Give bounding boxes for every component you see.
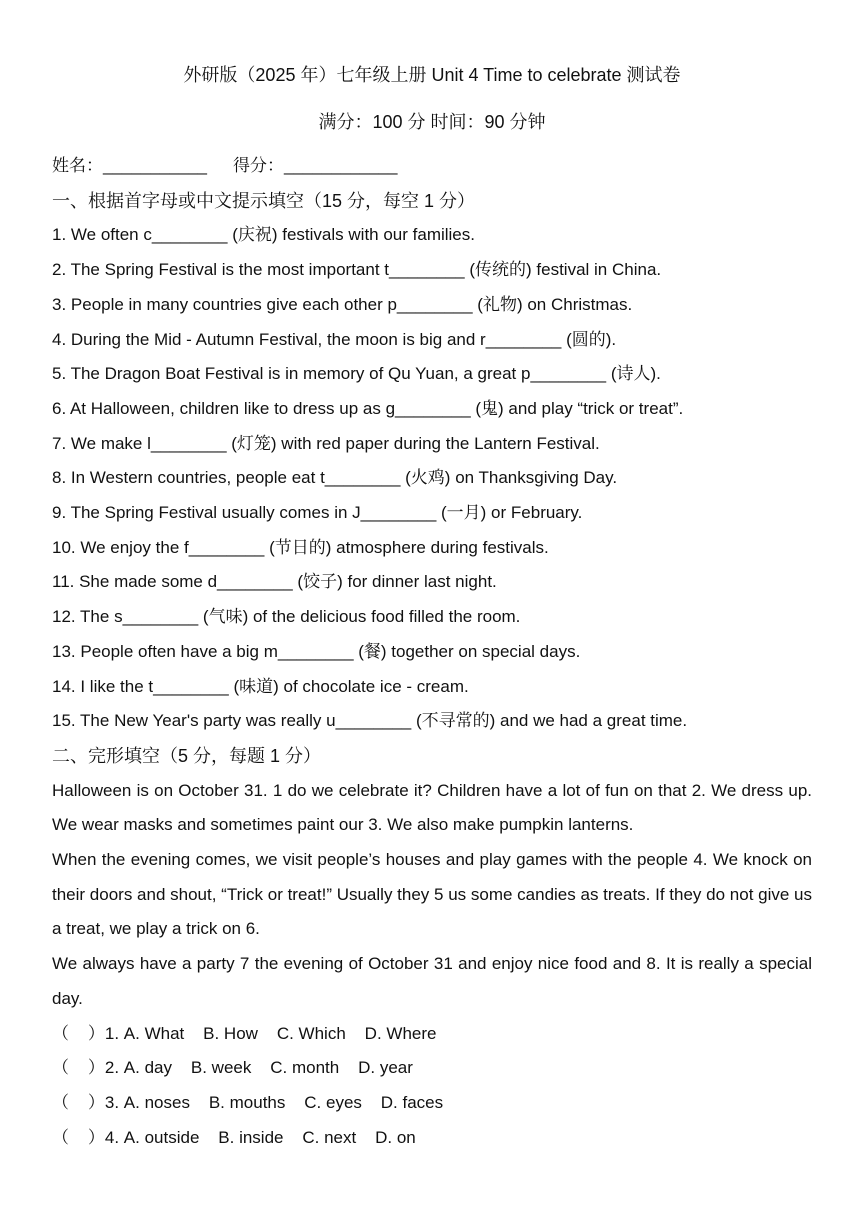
choice-question: （ ）2. A. day B. week C. month D. year xyxy=(52,1058,413,1078)
passage-paragraph: We always have a party 7 the evening of October 31 and enjoy nice food and 8. It is really a special day. xyxy=(52,954,812,1008)
passage-paragraph: Halloween is on October 31. 1 do we celebrate it? Children have a lot of fun on that 2. We dress up. We wear masks and sometimes paint our 3. We also make pumpkin lanterns. xyxy=(52,780,812,835)
choice-question: （ ）4. A. outside B. inside C. next D. on xyxy=(52,1127,416,1147)
section-1-heading: 一、根据首字母或中文提示填空（15 分，每空 1 分） xyxy=(52,190,476,211)
section-1-items xyxy=(52,218,812,739)
student-info-row xyxy=(52,149,812,184)
question-item: 6. At Halloween, children like to dress up as g________ (鬼) and play “trick or treat”. xyxy=(52,398,684,418)
question-item: 7. We make l________ (灯笼) with red paper during the Lantern Festival. xyxy=(52,433,600,453)
cloze-questions xyxy=(52,1017,812,1156)
question-item: 5. The Dragon Boat Festival is in memory of Qu Yuan, a great p________ (诗人). xyxy=(52,364,661,384)
score-time-line: 满分：100 分 时间：90 分钟 xyxy=(318,112,546,132)
name-field-label: 姓名：___________ xyxy=(52,156,208,175)
question-item: 13. People often have a big m________ (餐) together on special days. xyxy=(52,641,581,661)
question-item: 1. We often c________ (庆祝) festivals with our families. xyxy=(52,225,475,245)
question-item: 10. We enjoy the f________ (节日的) atmosphere during festivals. xyxy=(52,537,549,557)
question-item: 11. She made some d________ (饺子) for dinner last night. xyxy=(52,572,497,592)
question-item: 8. In Western countries, people eat t________ (火鸡) on Thanksgiving Day. xyxy=(52,468,618,488)
cloze-passage xyxy=(52,774,812,1017)
question-item: 4. During the Mid - Autumn Festival, the moon is big and r________ (圆的). xyxy=(52,329,617,349)
question-item: 14. I like the t________ (味道) of chocolate ice - cream. xyxy=(52,676,469,696)
section-2-heading: 二、完形填空（5 分，每题 1 分） xyxy=(52,745,322,766)
question-item: 9. The Spring Festival usually comes in J________ (一月) or February. xyxy=(52,503,583,523)
score-field-label: 得分：____________ xyxy=(233,156,398,175)
question-item: 3. People in many countries give each other p________ (礼物) on Christmas. xyxy=(52,294,633,314)
question-item: 15. The New Year's party was really u________ (不寻常的) and we had a great time. xyxy=(52,711,688,731)
choice-question: （ ）3. A. noses B. mouths C. eyes D. faces xyxy=(52,1092,444,1112)
question-item: 12. The s________ (气味) of the delicious food filled the room. xyxy=(52,607,521,627)
passage-paragraph: When the evening comes, we visit people’s houses and play games with the people 4. We knock on their doors and shout, “Trick or treat!” Usually they 5 us some candies as treats. If they do not give us a treat, we play a trick on 6. xyxy=(52,850,813,939)
choice-question: （ ）1. A. What B. How C. Which D. Where xyxy=(52,1023,437,1043)
exam-title: 外研版（2025 年）七年级上册 Unit 4 Time to celebrate 测试卷 xyxy=(183,65,681,85)
question-item: 2. The Spring Festival is the most important t________ (传统的) festival in China. xyxy=(52,260,662,280)
